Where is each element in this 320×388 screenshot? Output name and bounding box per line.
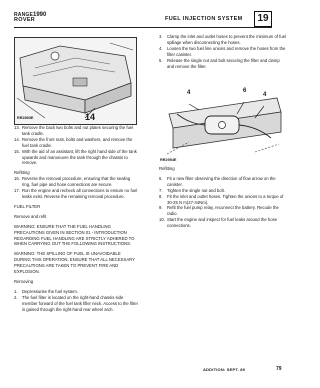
step-number: 17. <box>14 188 20 194</box>
figure-fuel-filter <box>159 84 287 164</box>
refitting-heading: Refitting <box>159 166 175 171</box>
callout-label: 14 <box>85 112 96 122</box>
list-item <box>159 194 287 206</box>
step-text: Depressurise the fuel system. <box>22 288 78 294</box>
figure-code: RR2954E <box>160 158 177 162</box>
list-item <box>14 176 138 188</box>
step-number: 10. <box>159 217 165 223</box>
addition-date: ADDITION: SEPT. 89 <box>203 367 246 372</box>
remove-refit-heading: Remove and refit <box>14 213 47 219</box>
list-item <box>159 46 287 58</box>
step-number: 16. <box>14 176 20 182</box>
left-column <box>14 125 138 312</box>
step-text: With the aid of an assistant, lift the right hand side of the tank upwards and manoeuvre the tank through the chassis to remove. <box>22 148 137 166</box>
step-number: 8. <box>159 193 163 199</box>
step-text: Reverse the removal procedure, ensuring that the sealing ring, fuel pipe and hose connections are secure. <box>22 176 131 188</box>
list-item <box>159 34 287 46</box>
step-text: Clamp the inlet and outlet hoses to prevent the minimum of fuel spillage when disconnecting the hoses. <box>167 34 287 45</box>
warning-fuel-spill: WARNING: THE SPILLING OF FUEL IS UNAVOIDABLE DURING THIS OPERATION. ENSURE THAT ALL NECESSARY PRECAUTIONS ARE TAKEN TO PREVENT FIRE AND EXPLOSION. <box>14 251 135 275</box>
callout-label: 4 <box>263 92 267 98</box>
step-text: Refit the fuel pump relay, reconnect the battery. Recode the radio. <box>167 205 279 217</box>
right-column-refitting <box>159 166 287 229</box>
step-text: Start the engine and inspect for fuel leaks around the hose connections. <box>167 217 278 229</box>
step-number: 3. <box>159 34 163 39</box>
step-text: Fit a new filter observing the direction of flow arrow on the canister. <box>167 175 276 187</box>
step-text: Release the single nut and bolt securing the filter and clamp and remove the filter. <box>167 57 280 69</box>
step-number: 14. <box>14 136 20 142</box>
section-title: FUEL INJECTION SYSTEM <box>165 16 243 22</box>
warning-fuel-handling: WARNING: ENSURE THAT THE FUEL HANDLING PRECAUTIONS GIVEN IN SECTION 01 - INTRODUCTION REGARDING FUEL HANDLING ARE STRICTLY ADHERED TO WHEN CARRYING OUT THE FOLLOWING INSTRUCTIONS. <box>14 223 135 247</box>
step-text: Fit the inlet and outlet hoses. Tighten the unions to a torque of 30-25 N m(27-34Nm). <box>167 193 284 205</box>
list-item <box>14 125 138 137</box>
step-text: Tighten the single nut and bolt. <box>167 187 225 193</box>
fuel-tank-illustration <box>15 38 136 124</box>
step-text: Remove the back two bolts and nut plates securing the fuel tank cradle. <box>22 125 134 136</box>
list-item <box>14 295 138 313</box>
step-text: Run the engine and recheck all connections to ensure no fuel leaks exist. Reverse the remaining removal procedure. <box>22 188 138 199</box>
fuel-filter-heading: FUEL FILTER <box>14 203 41 209</box>
step-number: 13. <box>14 125 20 130</box>
list-item <box>159 205 287 217</box>
figure-fuel-tank <box>14 37 137 125</box>
page-number: 79 <box>276 366 282 372</box>
refitting-heading: Refitting <box>14 170 30 176</box>
list-item <box>159 176 287 188</box>
step-text: Loosen the two fuel line unions and remove the hoses from the filter canister. <box>167 45 286 57</box>
step-number: 7. <box>159 187 163 193</box>
right-column-top <box>159 34 287 69</box>
model-year: 1990 <box>33 12 47 18</box>
callout-label: 4 <box>187 90 191 96</box>
logo-range: RANGE <box>14 12 34 18</box>
list-item <box>14 137 138 149</box>
step-number: 4. <box>159 45 163 51</box>
header-rule <box>14 27 272 28</box>
logo-rover: ROVER <box>14 17 36 23</box>
section-number-box: 19 <box>254 11 272 27</box>
step-number: 1. <box>14 288 18 294</box>
step-text: The fuel filter is located on the right-hand chassis side member forward of the fuel tank filler neck. Access to the filter is gained through the right-hand rear wheel arch. <box>22 294 138 312</box>
step-number: 6. <box>159 175 163 181</box>
removing-heading: Removing <box>14 278 34 284</box>
list-item <box>159 217 287 229</box>
figure-code: RR2803E <box>17 116 34 120</box>
step-number: 9. <box>159 205 163 211</box>
step-number: 5. <box>159 57 163 63</box>
callout-label: 6 <box>243 88 247 94</box>
list-item <box>14 188 138 200</box>
step-number: 2. <box>14 294 18 300</box>
fuel-filter-illustration <box>159 84 287 164</box>
list-item <box>159 58 287 70</box>
list-item <box>14 149 138 167</box>
step-text: Remove the front nuts, bolts and washers, and remove the fuel tank cradle. <box>22 136 133 148</box>
step-number: 15. <box>14 148 20 154</box>
